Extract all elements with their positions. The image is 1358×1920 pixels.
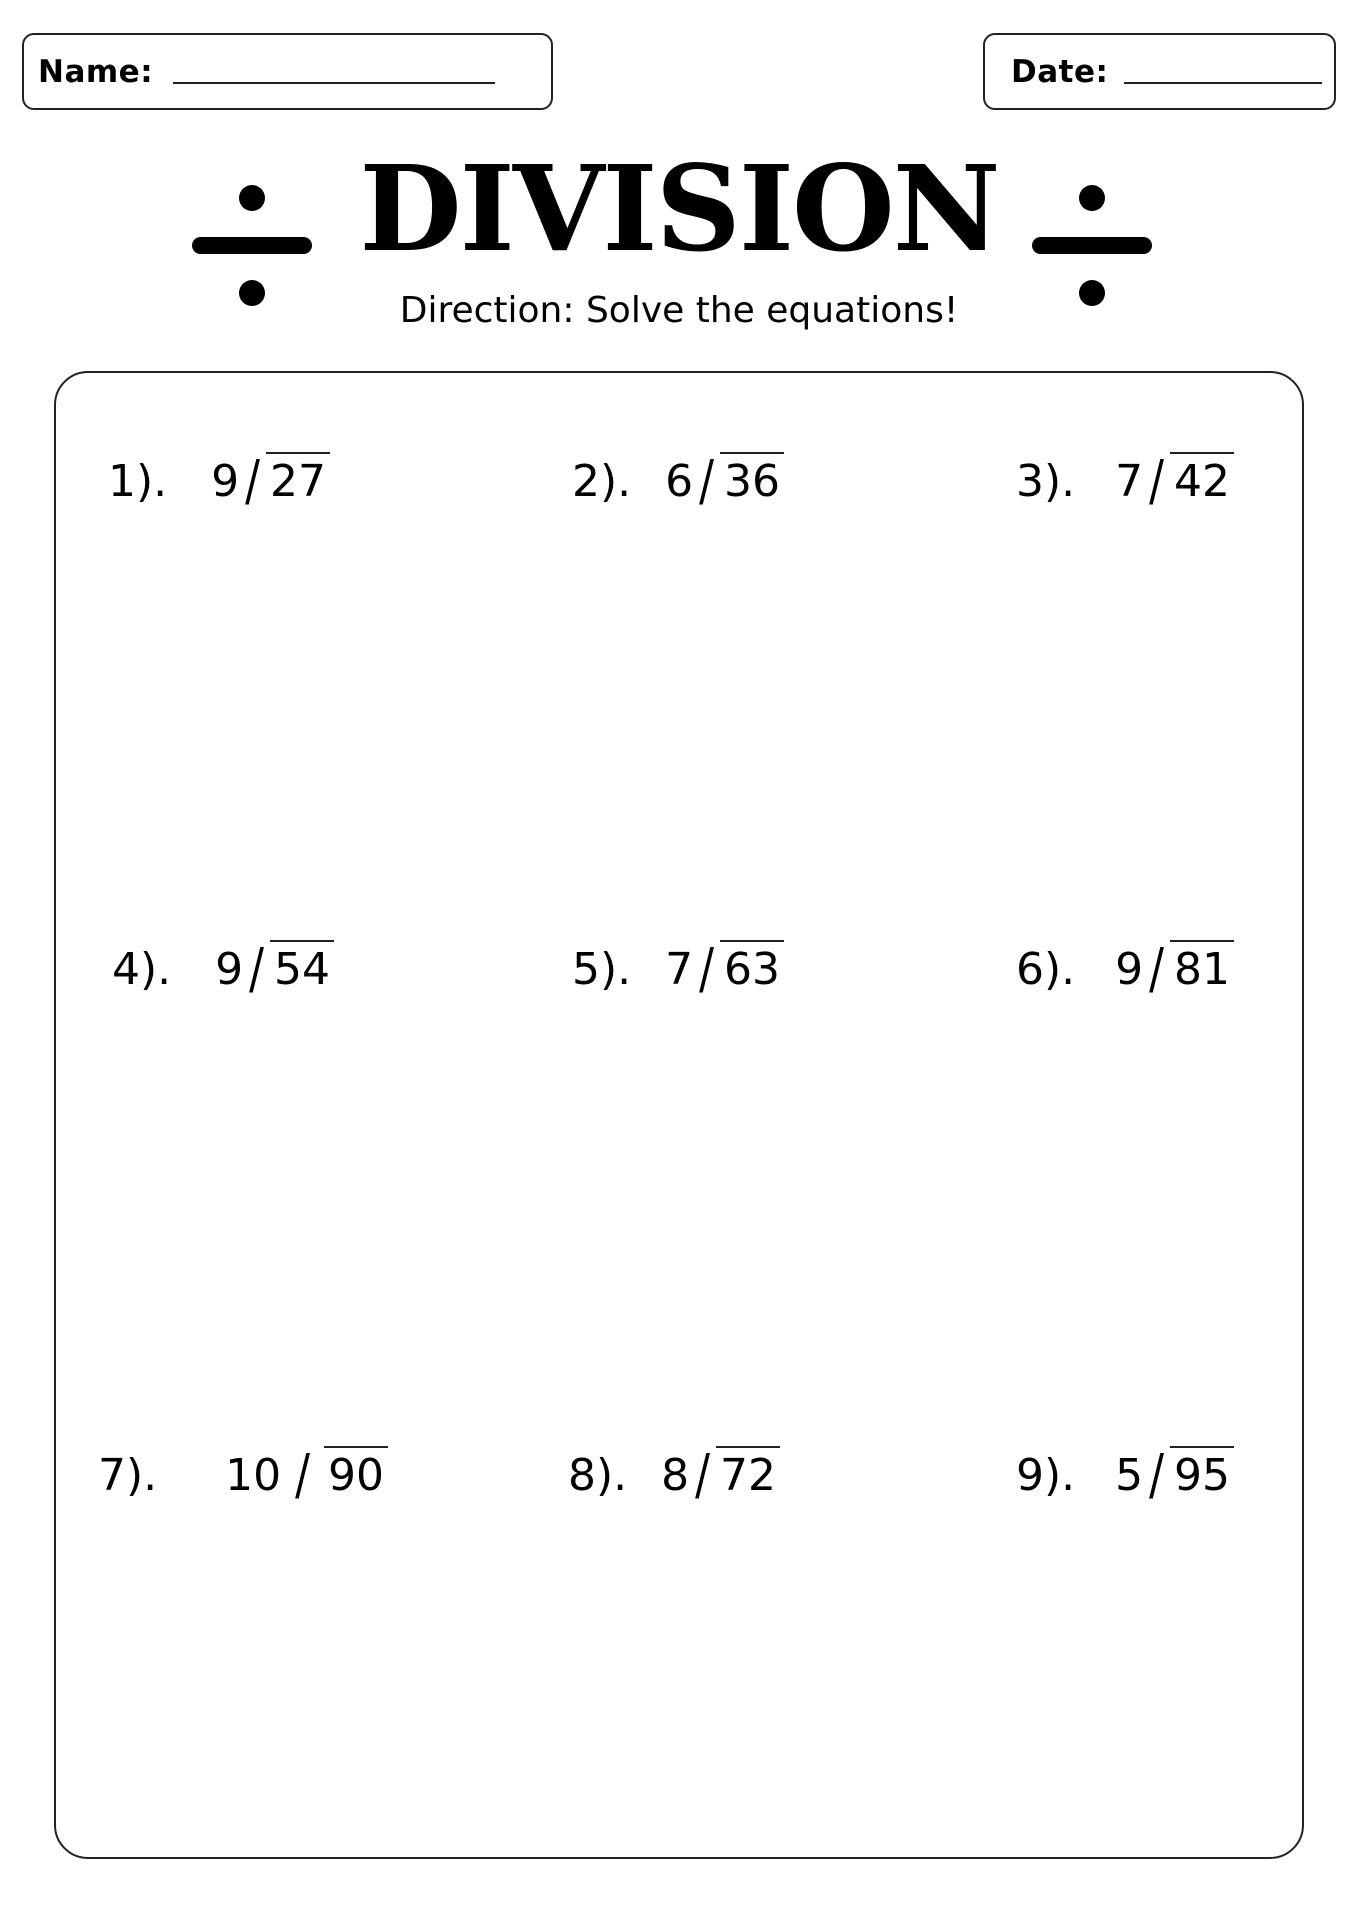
- problem-number: 2).: [572, 456, 632, 507]
- date-field-box: [983, 33, 1336, 110]
- problem-divisor: 6: [665, 456, 694, 507]
- division-bracket-icon: /: [1149, 937, 1164, 1002]
- name-label: Name:: [38, 53, 154, 90]
- problem-divisor: 5: [1115, 1450, 1144, 1501]
- problem-number: 6).: [1016, 944, 1076, 995]
- problem-divisor: 9: [211, 456, 240, 507]
- direction-text: Direction: Solve the equations!: [399, 290, 959, 331]
- problem-item: [108, 449, 330, 514]
- problem-divisor: 7: [1115, 456, 1144, 507]
- problem-item: [1016, 1443, 1234, 1508]
- division-sign-icon: [1030, 184, 1154, 308]
- division-bracket-icon: /: [695, 1443, 710, 1508]
- problem-item: [572, 449, 784, 514]
- division-bracket-icon: /: [1149, 1443, 1164, 1508]
- problem-dividend: 42: [1170, 452, 1234, 504]
- problem-item: [1016, 449, 1234, 514]
- problem-divisor: 7: [665, 944, 694, 995]
- page-title: DIVISION: [359, 139, 999, 278]
- problem-dividend: 36: [720, 452, 784, 504]
- problem-dividend: 95: [1170, 1446, 1234, 1498]
- division-bracket-icon: /: [699, 449, 714, 514]
- division-bracket-icon: /: [295, 1443, 310, 1508]
- problem-item: [1016, 937, 1234, 1002]
- problem-divisor: 9: [215, 944, 244, 995]
- problem-number: 1).: [108, 456, 168, 507]
- problem-dividend: 27: [266, 452, 330, 504]
- date-label: Date:: [1011, 53, 1109, 90]
- problem-dividend: 81: [1170, 940, 1234, 992]
- problem-divisor: 8: [661, 1450, 690, 1501]
- problems-panel: [54, 371, 1304, 1859]
- name-write-line[interactable]: [173, 82, 495, 84]
- problem-divisor: 9: [1115, 944, 1144, 995]
- problem-dividend: 63: [720, 940, 784, 992]
- problem-dividend: 54: [270, 940, 334, 992]
- problem-dividend: 90: [324, 1446, 388, 1498]
- problem-number: 9).: [1016, 1450, 1076, 1501]
- problem-item: [98, 1443, 388, 1508]
- problem-number: 5).: [572, 944, 632, 995]
- division-bracket-icon: /: [1149, 449, 1164, 514]
- problem-item: [568, 1443, 780, 1508]
- problem-divisor: 10: [225, 1450, 282, 1501]
- problem-number: 8).: [568, 1450, 628, 1501]
- date-write-line[interactable]: [1124, 82, 1322, 84]
- name-field-box: [22, 33, 553, 110]
- problem-number: 4).: [112, 944, 172, 995]
- division-bracket-icon: /: [245, 449, 260, 514]
- problem-item: [112, 937, 334, 1002]
- problem-item: [572, 937, 784, 1002]
- problem-number: 7).: [98, 1450, 158, 1501]
- problem-dividend: 72: [716, 1446, 780, 1498]
- problem-number: 3).: [1016, 456, 1076, 507]
- division-bracket-icon: /: [699, 937, 714, 1002]
- division-bracket-icon: /: [249, 937, 264, 1002]
